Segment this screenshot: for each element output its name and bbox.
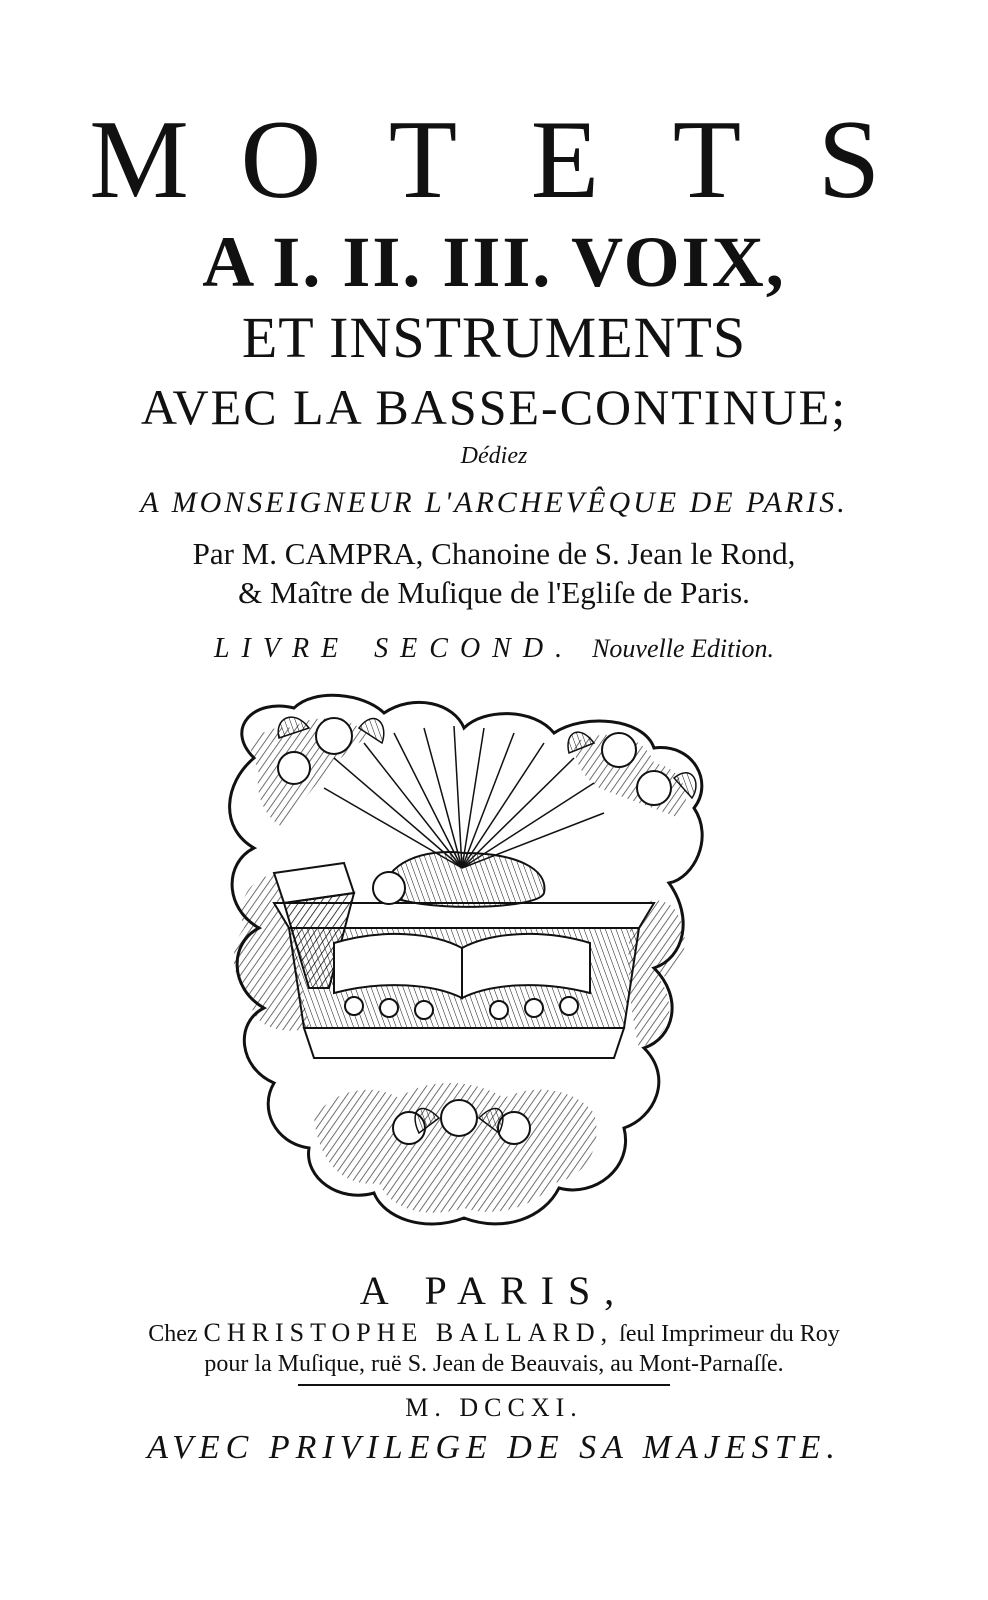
imprint-printer-rest: ſeul Imprimeur du Roy	[619, 1321, 840, 1347]
imprint-printer: CHRISTOPHE BALLARD,	[203, 1318, 614, 1347]
dedication-word: Dédiez	[460, 443, 528, 469]
book-livre: LIVRE	[213, 633, 351, 664]
divider-rule	[298, 1384, 670, 1386]
title-letter: T	[388, 98, 458, 222]
main-title	[0, 100, 988, 220]
title-letter: S	[817, 98, 881, 222]
title-letter: O	[240, 98, 322, 222]
imprint-city: A PARIS,	[359, 1268, 629, 1313]
author-line: Par M. CAMPRA, Chanoine de S. Jean le Rond,	[192, 536, 796, 571]
imprint-printer-line	[0, 1318, 988, 1349]
title-letter: M	[89, 98, 189, 222]
imprint-chez: Chez	[148, 1321, 198, 1347]
subtitle-basse-continue: AVEC LA BASSE-CONTINUE;	[140, 379, 848, 435]
imprint-year: M. DCCXI.	[405, 1393, 583, 1422]
book-second: SECOND.	[374, 633, 575, 664]
imprint-privilege: AVEC PRIVILEGE DE SA MAJESTE.	[147, 1429, 841, 1466]
subtitle-instruments: ET INSTRUMENTS	[241, 305, 747, 370]
author-line-2: & Maître de Muſique de l'Egliſe de Paris.	[238, 575, 750, 610]
subtitle-voices: A I. II. III. VOIX,	[202, 222, 786, 302]
title-letter: T	[672, 98, 742, 222]
title-letter: E	[530, 98, 600, 222]
engraved-vignette	[214, 688, 710, 1228]
book-designation	[0, 632, 988, 666]
imprint-address: pour la Muſique, ruë S. Jean de Beauvais, au Mont-Parnaſſe.	[204, 1351, 784, 1377]
dedicatee: A MONSEIGNEUR L'ARCHEVÊQUE DE PARIS.	[140, 486, 848, 519]
book-edition: Nouvelle Edition.	[592, 634, 775, 663]
